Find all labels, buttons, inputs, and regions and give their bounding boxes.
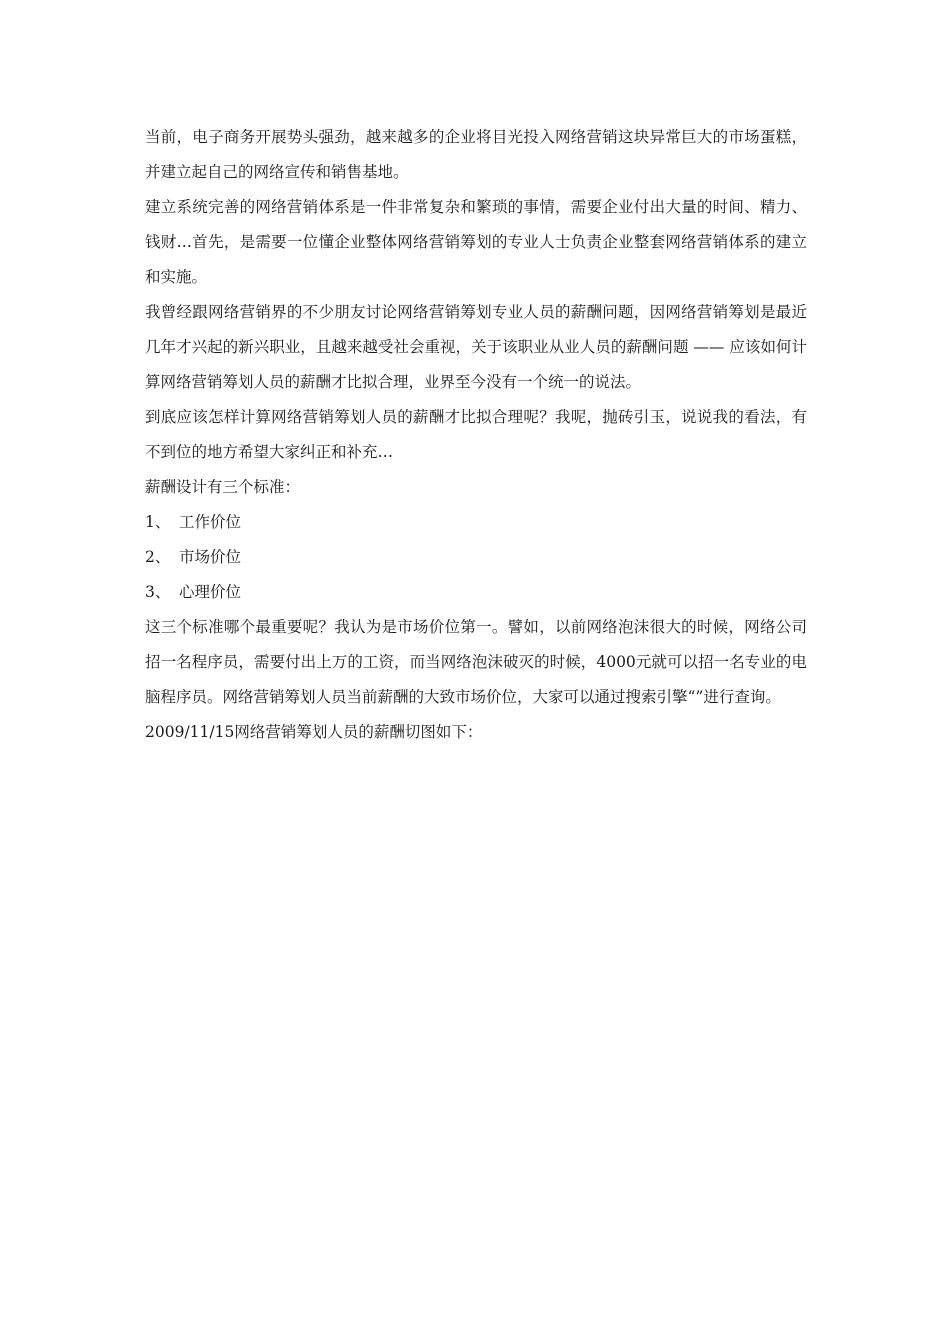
list-item	[145, 540, 807, 575]
paragraph-marketing-system: 建立系统完善的网络营销体系是一件非常复杂和繁琐的事情，需要企业付出大量的时间、精力、钱财…首先，是需要一位懂企业整体网络营销筹划的专业人士负责企业整套网络营销体系的建立和实施。	[145, 198, 807, 286]
list-item	[145, 575, 807, 610]
paragraph-intro: 当前，电子商务开展势头强劲，越来越多的企业将目光投入网络营销这块异常巨大的市场蛋糕，并建立起自己的网络宣传和销售基地。	[145, 128, 807, 181]
paragraph-salary-question: 到底应该怎样计算网络营销筹划人员的薪酬才比拟合理呢？我呢，抛砖引玉，说说我的看法，有不到位的地方希望大家纠正和补充…	[145, 408, 807, 461]
list-item-number: 1、	[145, 513, 171, 531]
list-item-number: 3、	[145, 583, 171, 601]
list-item-text: 心理价位	[179, 583, 242, 601]
standards-list	[145, 505, 807, 610]
list-item-text: 市场价位	[179, 548, 242, 566]
paragraph-market-price: 这三个标准哪个最重要呢？我认为是市场价位第一。譬如，以前网络泡沫很大的时候，网络公司招一名程序员，需要付出上万的工资，而当网络泡沫破灭的时候，4000元就可以招一名专业的电脑程序员。网络营销筹划人员当前薪酬的大致市场价位，大家可以通过搜索引擎“”进行查询。	[145, 618, 807, 706]
list-item-text: 工作价位	[179, 513, 242, 531]
paragraph-salary-chart-caption: 2009/11/15网络营销筹划人员的薪酬切图如下：	[145, 723, 483, 741]
paragraph-salary-discussion: 我曾经跟网络营销界的不少朋友讨论网络营销筹划专业人员的薪酬问题，因网络营销筹划是最近几年才兴起的新兴职业，且越来越受社会重视，关于该职业从业人员的薪酬问题 —— 应该如何计算网络营销筹划人员的薪酬才比拟合理，业界至今没有一个统一的说法。	[145, 303, 807, 391]
paragraph-standards-intro: 薪酬设计有三个标准：	[145, 478, 301, 496]
document-body	[145, 120, 807, 750]
list-item	[145, 505, 807, 540]
list-item-number: 2、	[145, 548, 171, 566]
